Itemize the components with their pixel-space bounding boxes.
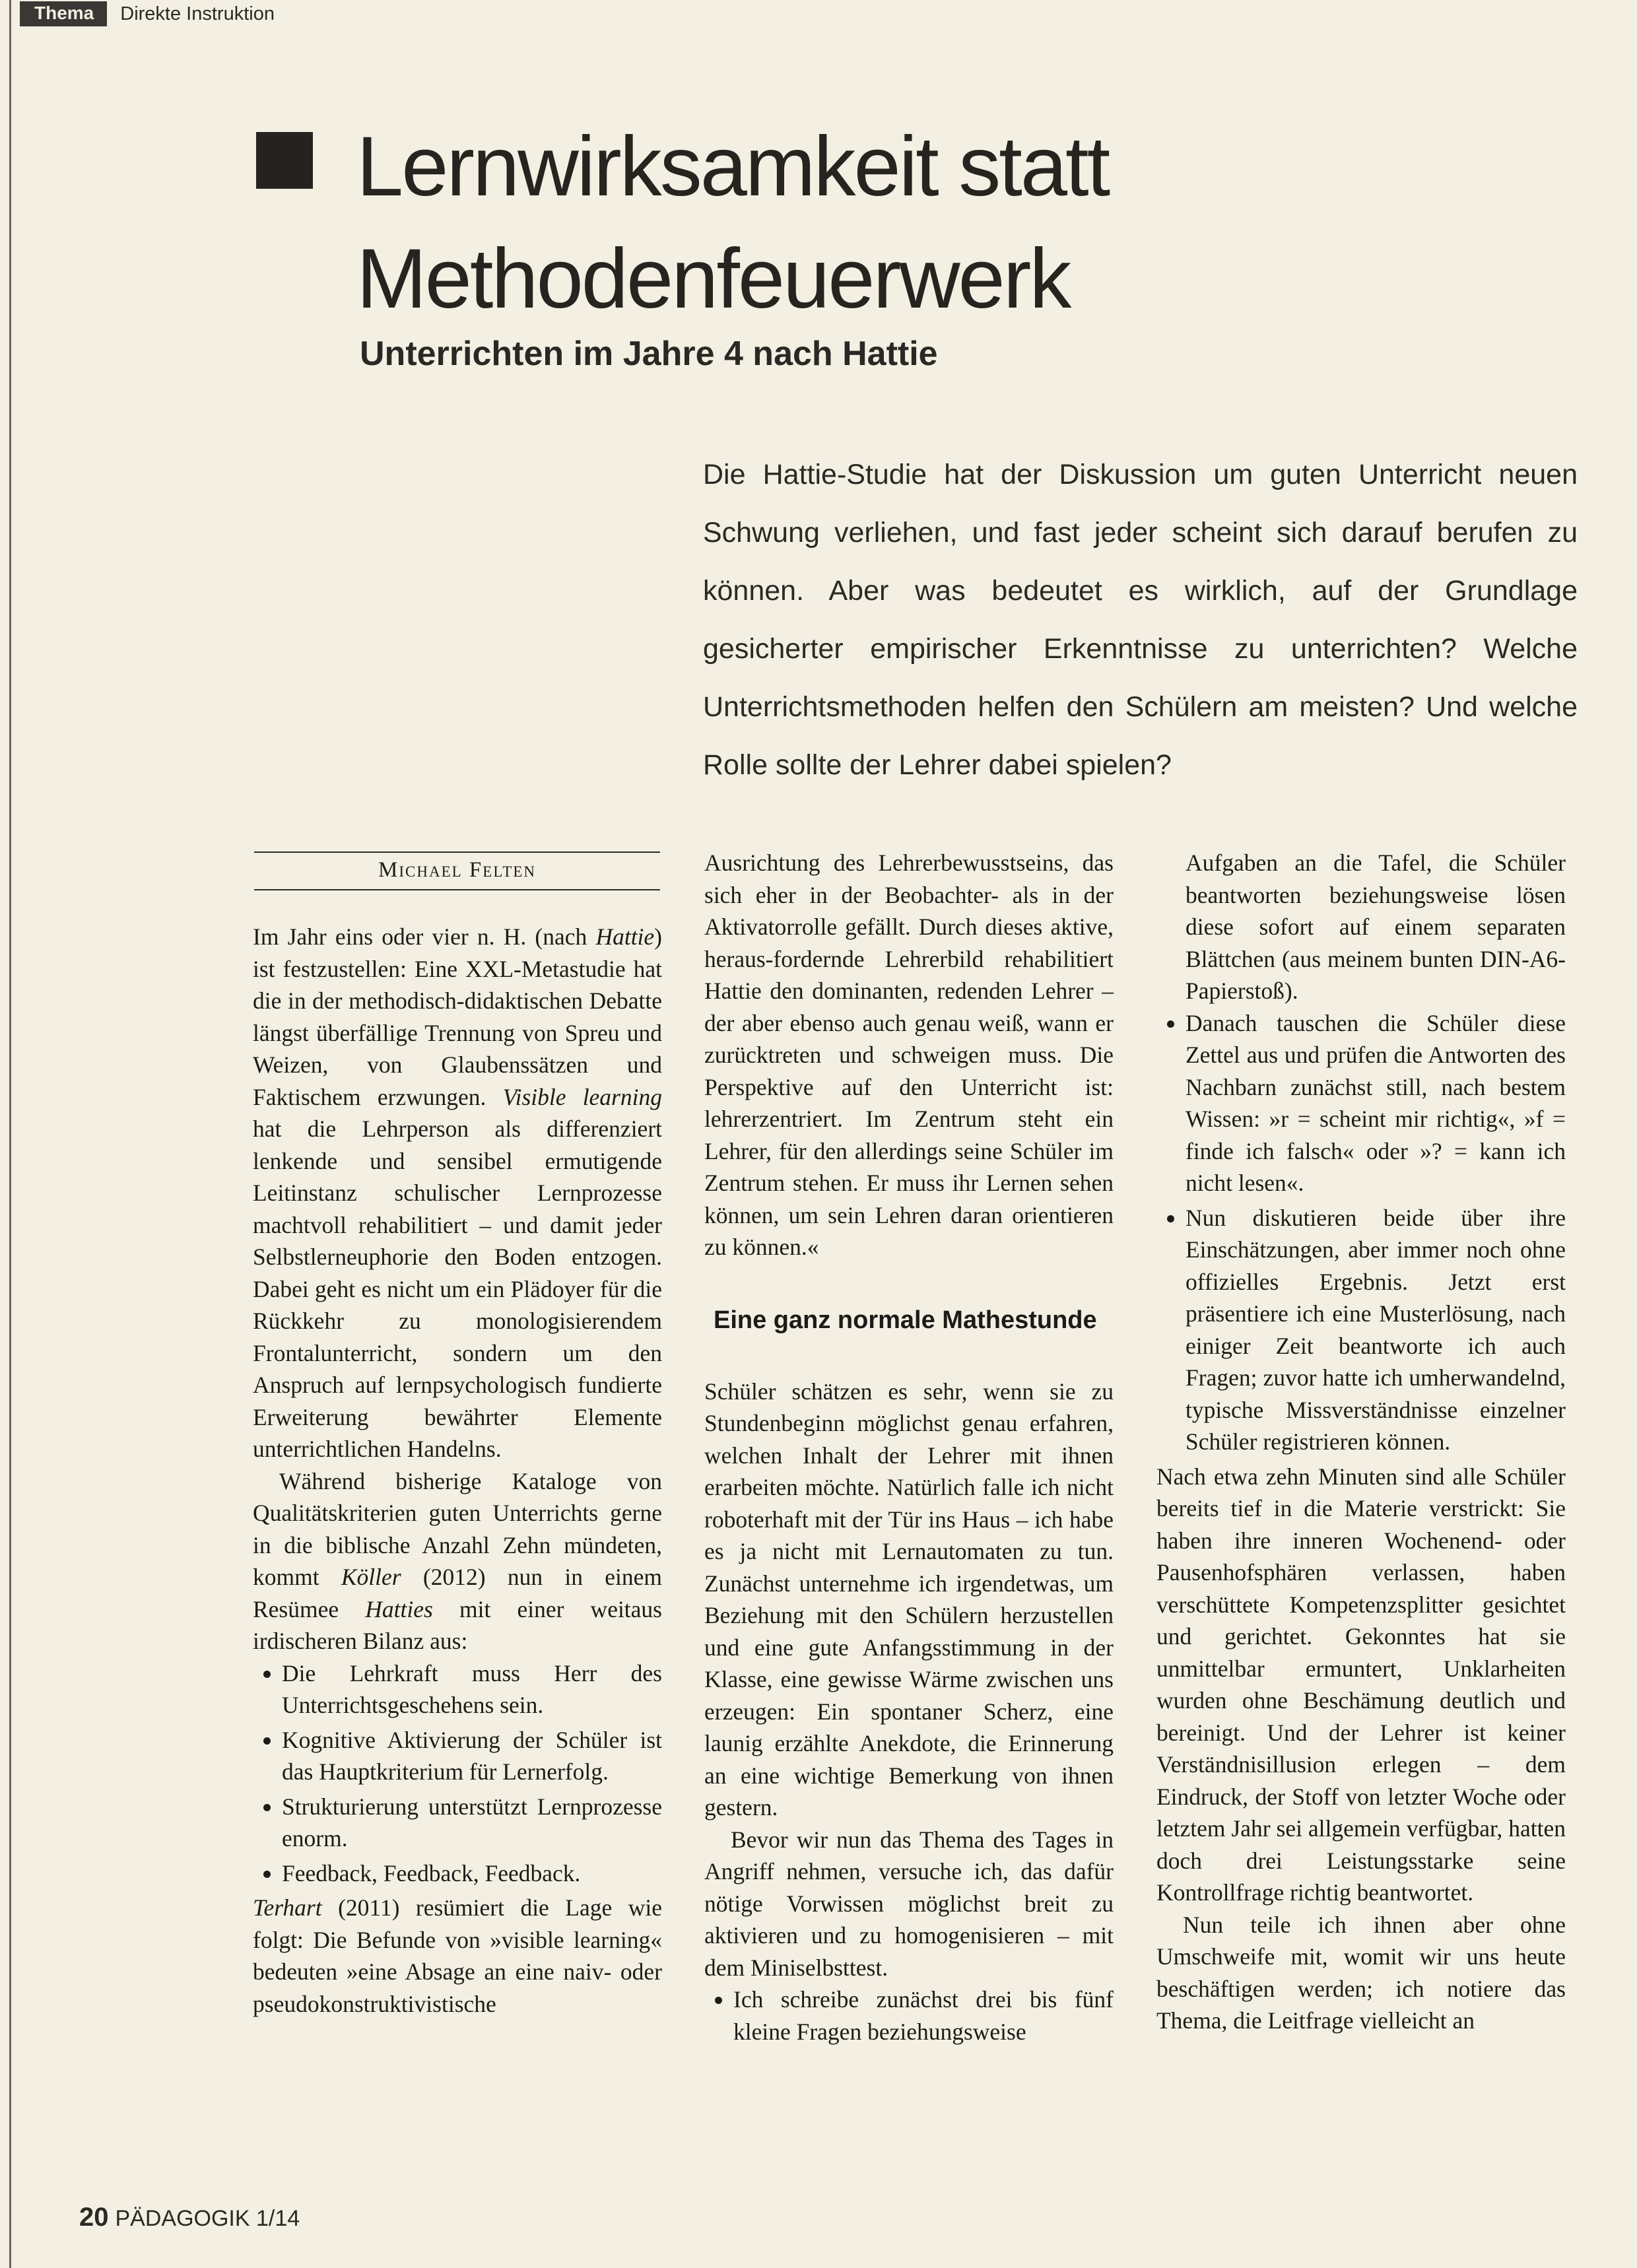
list-item: • Ich schreibe zunächst drei bis fünf kleine Fragen beziehungsweise bbox=[733, 1984, 1114, 2048]
title-line-1: Lernwirksamkeit statt bbox=[356, 119, 1109, 214]
paragraph: Nach etwa zehn Minuten sind alle Schüler bereits tief in die Materie verstrickt: Sie haben ihre inneren Wochenend- oder Pausenhofsphären verlassen, haben verschüttete Kompetenzsplitter gesichtet und gerichtet. Gekonntes hat sie unmittelbar ermuntert, Unklarheiten wurden ohne Beschämung deutlich und bereinigt. Und der Lehrer ist keiner Verständnisillusion erlegen – dem Eindruck, der Stoff von letzter Woche oder letztem Jahr sei allgemein verfügbar, hatten doch drei Leistungsstarke seine Kontrollfrage richtig beantwortet. bbox=[1156, 1463, 1566, 1906]
paragraph bbox=[253, 1892, 662, 2020]
page-number: 20 bbox=[79, 2203, 109, 2232]
title-square-icon bbox=[256, 132, 313, 189]
list-item: • Feedback, Feedback, Feedback. bbox=[282, 1857, 662, 1890]
thema-tag: Thema bbox=[20, 1, 107, 26]
bullet-list bbox=[253, 1657, 662, 1890]
list-item: • Die Lehrkraft muss Herr des Unterrichtsgeschehens sein. bbox=[282, 1657, 662, 1721]
article-lead: Die Hattie-Studie hat der Diskussion um guten Unterricht neuen Schwung verliehen, und fast jeder scheint sich darauf berufen zu können. Aber was bedeutet es wirklich, auf der Grundlage gesicherter empirischer Erkenntnisse zu unterrichten? Welche Unterrichtsmethoden helfen den Schülern am meisten? Und welche Rolle sollte der Lehrer dabei spielen? bbox=[703, 459, 1578, 781]
list-item: • Danach tauschen die Schüler diese Zettel aus und prüfen die Antworten des Nachbarn zunächst still, nach bestem Wissen: »r = scheint mir richtig«, »f = finde ich falsch« oder »? = kann ich nicht lesen«. bbox=[1186, 1007, 1566, 1199]
paragraph: Aufgaben an die Tafel, die Schüler beantworten beziehungsweise lösen diese sofort auf einem separaten Blättchen (aus meinem bunten DIN-A6-Papierstoß). bbox=[1186, 850, 1566, 1004]
column-1 bbox=[253, 921, 662, 2020]
page-edge bbox=[9, 0, 11, 2268]
article-title bbox=[356, 111, 1347, 335]
article-subtitle: Unterrichten im Jahre 4 nach Hattie bbox=[360, 335, 938, 373]
paragraph bbox=[253, 1465, 662, 1657]
text: Während bisherige Kataloge von Qualitätskriterien guten Unterrichts gerne in die biblische Anzahl Zehn mündeten, kommt bbox=[253, 1467, 662, 1590]
emphasis: Hatties bbox=[365, 1595, 433, 1622]
text: (2011) resümiert die Lage wie folgt: Die Befunde von »visible learning« bedeuten »eine Absage an eine naiv- oder pseudokonstruktivistische bbox=[253, 1894, 662, 2017]
bullet-list bbox=[1156, 1007, 1566, 1458]
text: Im Jahr eins oder vier n. H. (nach bbox=[253, 923, 596, 950]
paragraph: Nun teile ich ihnen aber ohne Umschweife mit, womit wir uns heute beschäftigen werden; ich notiere das Thema, die Leitfrage vielleicht an bbox=[1156, 1911, 1566, 2034]
section-heading: Eine ganz normale Mathestunde bbox=[714, 1306, 1097, 1334]
page-footer bbox=[79, 2203, 300, 2232]
header-topic: Direkte Instruktion bbox=[120, 3, 275, 24]
list-item: • Kognitive Aktivierung der Schüler ist das Hauptkriterium für Lernerfolg. bbox=[282, 1724, 662, 1788]
emphasis: Visible learning bbox=[502, 1083, 662, 1110]
emphasis: Terhart bbox=[253, 1894, 322, 1921]
paragraph: Bevor wir nun das Thema des Tages in Angriff nehmen, versuche ich, das dafür nötige Vorwissen möglichst breit zu aktivieren und zu homogenisieren – mit dem Miniselbsttest. bbox=[704, 1826, 1114, 1981]
paragraph: Ausrichtung des Lehrerbewusstseins, das sich eher in der Beobachter- als in der Aktivatorrolle gefällt. Durch dieses aktive, heraus-fordernde Lehrerbild rehabilitiert Hattie den dominanten, redenden Lehrer – der aber ebenso auch genau weiß, wann er zurücktreten und schweigen muss. Die Perspektive auf den Unterricht ist: lehrerzentriert. Im Zentrum steht ein Lehrer, für den allerdings seine Schüler im Zentrum stehen. Er muss ihr Lernen sehen können, um sein Lehren daran orientieren zu können.« bbox=[704, 850, 1114, 1260]
list-item: • Strukturierung unterstützt Lernprozesse enorm. bbox=[282, 1791, 662, 1855]
title-line-2: Methodenfeuerwerk bbox=[356, 232, 1070, 326]
column-3 bbox=[1156, 847, 1566, 2037]
paragraph: Schüler schätzen es sehr, wenn sie zu Stundenbeginn möglichst genau erfahren, welchen Inhalt der Lehrer mit ihnen erarbeiten möchte. Natürlich falle ich nicht roboterhaft mit der Tür ins Haus – ich habe es ja nicht mit Lernautomaten zu tun. Zunächst unternehme ich irgendetwas, um Beziehung mit den Schülern herzustellen und eine gute Anfangsstimmung in der Klasse, eine gewisse Wärme zwischen uns erzeugen: Ein spontaner Scherz, eine launig erzählte Anekdote, die Erinnerung an eine wichtige Bemerkung von ihnen gestern. bbox=[704, 1378, 1114, 1820]
bullet-list bbox=[704, 1984, 1114, 2048]
text: (2012) nun in einem Resümee bbox=[253, 1564, 662, 1622]
author-byline: Michael Felten bbox=[254, 851, 660, 890]
column-2 bbox=[704, 847, 1114, 2050]
text: ) ist festzustellen: Eine XXL-Metastudie hat die in der methodisch-didaktischen Debatte längst überfällige Trennung von Spreu und Weizen, von Glaubenssätzen und Faktischem erzwungen. bbox=[253, 923, 662, 1110]
text: mit einer weitaus irdischeren Bilanz aus: bbox=[253, 1595, 662, 1654]
journal-name: PÄDAGOGIK 1/14 bbox=[115, 2206, 300, 2231]
paragraph bbox=[253, 921, 662, 1465]
section-header bbox=[20, 0, 275, 28]
list-item: • Nun diskutieren beide über ihre Einschätzungen, aber immer noch ohne offizielles Ergebnis. Jetzt erst präsentiere ich eine Musterlösung, nach einiger Zeit beantworte ich auch Fragen; zuvor hatte ich umherwandelnd, typische Missverständnisse einzelner Schüler registrieren können. bbox=[1186, 1202, 1566, 1458]
emphasis: Hattie bbox=[595, 923, 655, 950]
emphasis: Köller bbox=[341, 1564, 401, 1590]
text: hat die Lehrperson als differenziert lenkende und sensibel ermutigende Leitinstanz schulischer Lernprozesse machtvoll rehabilitiert – und damit jeder Selbstlerneuphorie den Boden entzogen. Dabei geht es nicht um ein Plädoyer für die Rückkehr zu monologisierendem Frontalunterricht, sondern um den Anspruch auf lernpsychologisch fundierte Erweiterung bewährter Elemente unterrichtlichen Handelns. bbox=[253, 1116, 662, 1462]
